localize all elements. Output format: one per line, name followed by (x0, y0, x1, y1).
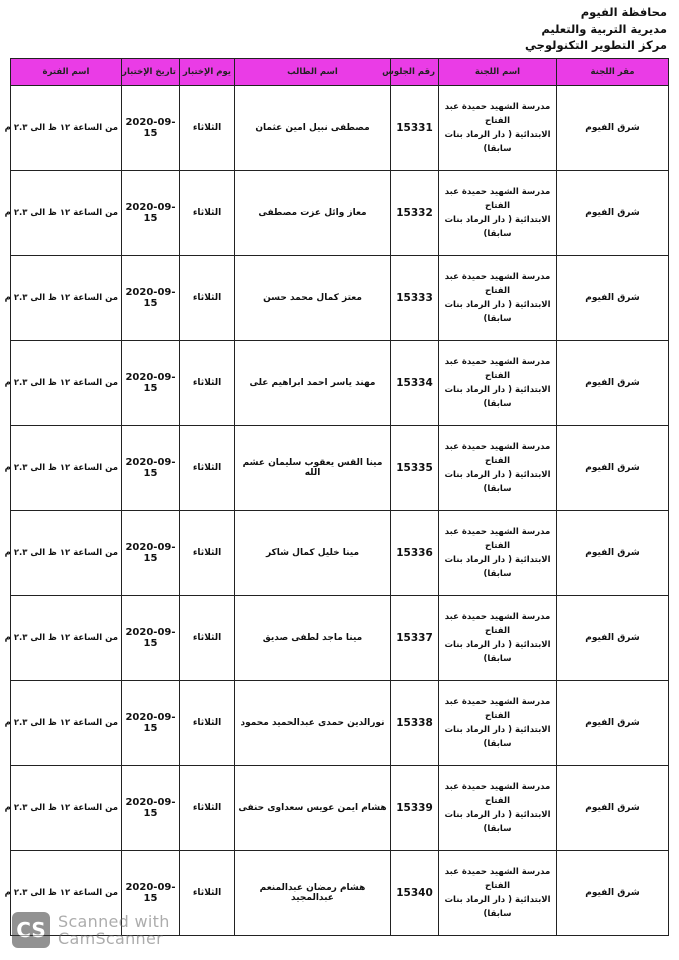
committee-location-cell-text: شرق الفيوم (585, 803, 640, 813)
document-header (525, 4, 667, 54)
period-cell (4, 341, 122, 426)
committee-name-cell (439, 681, 557, 766)
committee-location-cell (557, 681, 669, 766)
exam-date-cell (122, 341, 180, 426)
exam-date-cell (122, 766, 180, 851)
seat-number-cell-text: 15333 (396, 292, 433, 304)
col-header-seat: رقم الجلوس (391, 59, 439, 86)
exam-day-cell-text: الثلاثاء (192, 633, 222, 643)
committee-name-cell-text: الابتدائية ( دار الرماد بنات سابقا) (444, 810, 551, 834)
student-name-cell-text: هشام رمضان عبدالمنعم عبدالمجيد (259, 883, 366, 903)
committee-name-cell (439, 511, 557, 596)
col-header-period: اسم الفترة (11, 59, 122, 86)
period-cell (4, 171, 122, 256)
student-name-cell (235, 341, 391, 426)
exam-date-cell (122, 171, 180, 256)
period-cell (4, 681, 122, 766)
exam-date-cell (122, 86, 180, 171)
committee-name-cell (439, 851, 557, 936)
student-name-cell (235, 511, 391, 596)
exam-date-cell-text: 2020-09-15 (125, 372, 176, 394)
table-body (4, 86, 669, 936)
camscanner-logo-icon: CS (12, 912, 50, 948)
committee-name-cell-text: مدرسة الشهيد حميدة عبد الفتاح (444, 782, 551, 806)
student-name-cell (235, 171, 391, 256)
committee-location-cell (557, 851, 669, 936)
committee-location-cell (557, 596, 669, 681)
period-cell-text: من الساعة ١٢ ظ الى ٢.٣ م (4, 633, 118, 643)
period-cell (4, 256, 122, 341)
student-name-cell-text: مينا القس يعقوب سليمان عشم الله (242, 458, 383, 478)
seat-number-cell (391, 851, 439, 936)
col-header-committee: اسم اللجنة (439, 59, 557, 86)
committee-location-cell (557, 426, 669, 511)
exam-day-cell-text: الثلاثاء (192, 803, 222, 813)
period-cell-text: من الساعة ١٢ ظ الى ٢.٣ م (4, 293, 118, 303)
table-row (11, 766, 669, 851)
period-cell-text: من الساعة ١٢ ظ الى ٢.٣ م (4, 378, 118, 388)
exam-day-cell (180, 341, 235, 426)
exam-date-cell-text: 2020-09-15 (125, 287, 176, 309)
table-row (11, 171, 669, 256)
committee-location-cell (557, 341, 669, 426)
committee-name-cell (439, 86, 557, 171)
seat-number-cell-text: 15331 (396, 122, 433, 134)
exam-day-cell-text: الثلاثاء (192, 208, 222, 218)
col-header-date: تاريخ الإختبار (122, 59, 180, 86)
period-cell-text: من الساعة ١٢ ظ الى ٢.٣ م (4, 718, 118, 728)
exam-day-cell (180, 511, 235, 596)
student-name-cell-text: هشام ايمن عويس سعداوى حنفى (238, 803, 387, 813)
exam-day-cell (180, 681, 235, 766)
committee-location-cell (557, 256, 669, 341)
committee-name-cell (439, 596, 557, 681)
seat-number-cell (391, 341, 439, 426)
committee-name-cell-text: مدرسة الشهيد حميدة عبد الفتاح (444, 102, 551, 126)
seat-number-cell (391, 681, 439, 766)
table-row (11, 86, 669, 171)
exam-date-cell-text: 2020-09-15 (125, 202, 176, 224)
seat-number-cell (391, 86, 439, 171)
period-cell-text: من الساعة ١٢ ظ الى ٢.٣ م (4, 803, 118, 813)
scanner-watermark (12, 912, 170, 948)
table-row (11, 511, 669, 596)
watermark-line-2: CamScanner (58, 929, 164, 948)
seat-number-cell-text: 15336 (396, 547, 433, 559)
committee-name-cell-text: مدرسة الشهيد حميدة عبد الفتاح (444, 187, 551, 211)
committee-name-cell (439, 766, 557, 851)
student-name-cell-text: مصطفى نبيل امين عثمان (255, 123, 370, 133)
committee-location-cell-text: شرق الفيوم (585, 888, 640, 898)
exam-date-cell-text: 2020-09-15 (125, 117, 176, 139)
period-cell-text: من الساعة ١٢ ظ الى ٢.٣ م (4, 463, 118, 473)
committee-location-cell (557, 171, 669, 256)
student-name-cell-text: معتز كمال محمد حسن (263, 293, 362, 303)
watermark-text (58, 913, 170, 947)
exam-date-cell-text: 2020-09-15 (125, 457, 176, 479)
committee-name-cell-text: مدرسة الشهيد حميدة عبد الفتاح (444, 272, 551, 296)
student-name-cell-text: مينا ماجد لطفى صديق (262, 633, 363, 643)
committee-location-cell-text: شرق الفيوم (585, 718, 640, 728)
exam-day-cell (180, 256, 235, 341)
committee-location-cell-text: شرق الفيوم (585, 208, 640, 218)
committee-name-cell-text: الابتدائية ( دار الرماد بنات سابقا) (444, 640, 551, 664)
committee-name-cell-text: مدرسة الشهيد حميدة عبد الفتاح (444, 442, 551, 466)
exam-day-cell-text: الثلاثاء (192, 293, 222, 303)
period-cell (4, 511, 122, 596)
exam-day-cell (180, 596, 235, 681)
student-name-cell (235, 86, 391, 171)
seat-number-cell-text: 15340 (396, 887, 433, 899)
period-cell (4, 596, 122, 681)
exam-day-cell-text: الثلاثاء (192, 378, 222, 388)
period-cell-text: من الساعة ١٢ ظ الى ٢.٣ م (4, 888, 118, 898)
exam-day-cell-text: الثلاثاء (192, 718, 222, 728)
seat-number-cell (391, 766, 439, 851)
committee-name-cell (439, 171, 557, 256)
exam-schedule-table (4, 58, 669, 936)
table-row (11, 596, 669, 681)
exam-date-cell-text: 2020-09-15 (125, 797, 176, 819)
committee-location-cell-text: شرق الفيوم (585, 293, 640, 303)
committee-location-cell-text: شرق الفيوم (585, 548, 640, 558)
exam-day-cell (180, 86, 235, 171)
student-name-cell (235, 596, 391, 681)
committee-location-cell (557, 511, 669, 596)
exam-date-cell-text: 2020-09-15 (125, 882, 176, 904)
directorate-title: مديرية التربية والتعليم (541, 21, 667, 36)
period-cell-text: من الساعة ١٢ ظ الى ٢.٣ م (4, 123, 118, 133)
committee-location-cell-text: شرق الفيوم (585, 378, 640, 388)
exam-day-cell (180, 426, 235, 511)
committee-name-cell-text: الابتدائية ( دار الرماد بنات سابقا) (444, 895, 551, 919)
committee-name-cell-text: مدرسة الشهيد حميدة عبد الفتاح (444, 612, 551, 636)
committee-location-cell-text: شرق الفيوم (585, 123, 640, 133)
exam-date-cell (122, 511, 180, 596)
period-cell (4, 766, 122, 851)
watermark-line-1: Scanned with (58, 912, 170, 931)
seat-number-cell-text: 15334 (396, 377, 433, 389)
exam-day-cell (180, 851, 235, 936)
period-cell-text: من الساعة ١٢ ظ الى ٢.٣ م (4, 208, 118, 218)
committee-name-cell-text: الابتدائية ( دار الرماد بنات سابقا) (444, 385, 551, 409)
seat-number-cell (391, 171, 439, 256)
student-name-cell-text: مهند ياسر احمد ابراهيم على (249, 378, 376, 388)
center-title: مركز التطوير التكنولوجي (525, 38, 667, 52)
student-name-cell (235, 681, 391, 766)
period-cell (4, 86, 122, 171)
committee-name-cell-text: الابتدائية ( دار الرماد بنات سابقا) (444, 215, 551, 239)
exam-date-cell (122, 256, 180, 341)
student-name-cell (235, 766, 391, 851)
exam-date-cell (122, 426, 180, 511)
committee-name-cell (439, 341, 557, 426)
committee-name-cell-text: الابتدائية ( دار الرماد بنات سابقا) (444, 130, 551, 154)
committee-name-cell (439, 426, 557, 511)
exam-date-cell-text: 2020-09-15 (125, 542, 176, 564)
exam-date-cell-text: 2020-09-15 (125, 627, 176, 649)
col-header-student: اسم الطالب (235, 59, 391, 86)
seat-number-cell (391, 426, 439, 511)
table-row (11, 681, 669, 766)
committee-name-cell-text: الابتدائية ( دار الرماد بنات سابقا) (444, 555, 551, 579)
exam-day-cell-text: الثلاثاء (192, 123, 222, 133)
exam-date-cell (122, 596, 180, 681)
period-cell (4, 426, 122, 511)
seat-number-cell-text: 15337 (396, 632, 433, 644)
seat-number-cell-text: 15338 (396, 717, 433, 729)
table-row (11, 256, 669, 341)
committee-name-cell-text: الابتدائية ( دار الرماد بنات سابقا) (444, 470, 551, 494)
col-header-day: يوم الإختبار (180, 59, 235, 86)
student-name-cell-text: نورالدين حمدى عبدالحميد محمود (240, 718, 385, 728)
committee-name-cell-text: مدرسة الشهيد حميدة عبد الفتاح (444, 867, 551, 891)
exam-day-cell (180, 171, 235, 256)
committee-location-cell-text: شرق الفيوم (585, 463, 640, 473)
committee-location-cell (557, 86, 669, 171)
seat-number-cell-text: 15332 (396, 207, 433, 219)
student-name-cell (235, 426, 391, 511)
seat-number-cell (391, 511, 439, 596)
student-name-cell-text: معاز وائل عزت مصطفى (258, 208, 367, 218)
exam-day-cell-text: الثلاثاء (192, 548, 222, 558)
col-header-location: مقر اللجنة (557, 59, 669, 86)
table-row (11, 426, 669, 511)
committee-name-cell (439, 256, 557, 341)
table-row (11, 341, 669, 426)
committee-name-cell-text: مدرسة الشهيد حميدة عبد الفتاح (444, 697, 551, 721)
student-name-cell (235, 256, 391, 341)
student-name-cell (235, 851, 391, 936)
exam-date-cell-text: 2020-09-15 (125, 712, 176, 734)
committee-name-cell-text: مدرسة الشهيد حميدة عبد الفتاح (444, 357, 551, 381)
table-header-row (11, 59, 669, 86)
period-cell-text: من الساعة ١٢ ظ الى ٢.٣ م (4, 548, 118, 558)
student-name-cell-text: مينا خليل كمال شاكر (265, 548, 360, 558)
exam-date-cell (122, 681, 180, 766)
exam-day-cell-text: الثلاثاء (192, 463, 222, 473)
committee-location-cell-text: شرق الفيوم (585, 633, 640, 643)
exam-day-cell-text: الثلاثاء (192, 888, 222, 898)
committee-name-cell-text: الابتدائية ( دار الرماد بنات سابقا) (444, 725, 551, 749)
seat-number-cell-text: 15335 (396, 462, 433, 474)
seat-number-cell-text: 15339 (396, 802, 433, 814)
seat-number-cell (391, 596, 439, 681)
committee-name-cell-text: الابتدائية ( دار الرماد بنات سابقا) (444, 300, 551, 324)
exam-day-cell (180, 766, 235, 851)
committee-location-cell (557, 766, 669, 851)
governorate-title: محافظة الفيوم (580, 5, 667, 19)
committee-name-cell-text: مدرسة الشهيد حميدة عبد الفتاح (444, 527, 551, 551)
seat-number-cell (391, 256, 439, 341)
